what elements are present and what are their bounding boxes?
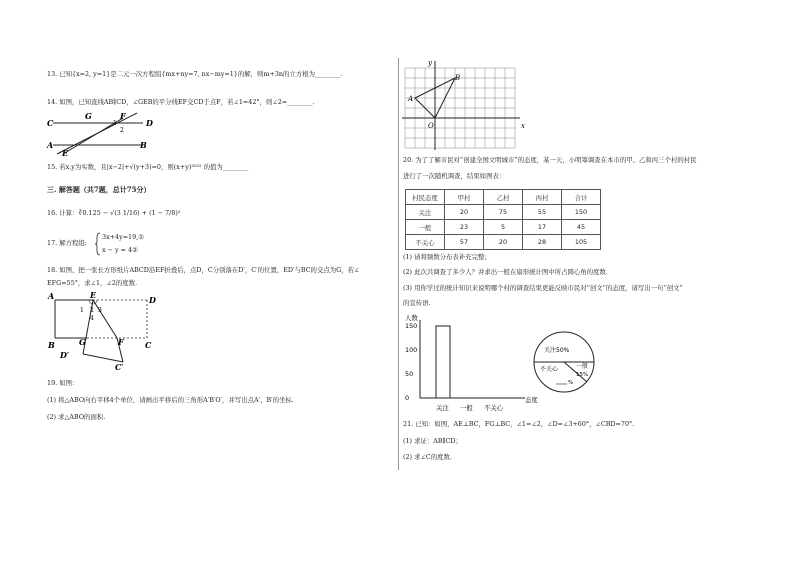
pie-label-15: 15% (576, 372, 589, 378)
bar-chart-ylabel: 人数 (405, 314, 418, 322)
label-C-prime: C′ (115, 362, 124, 372)
point-A-label: A (408, 95, 414, 103)
label-2: 2 (120, 127, 124, 134)
label-C: C (145, 340, 152, 350)
question-20-line2: 进行了一次随机调查，结果如图表： (403, 172, 506, 180)
question-20-line1: 20. 为了了解市民对“创建全国文明城市”的态度，某一天，小明筹调查在本市的甲、乙和丙三个村的村民 (403, 156, 697, 164)
point-B-label: B (455, 74, 461, 82)
table-cell: 75 (484, 205, 523, 220)
table-cell: 17 (523, 220, 562, 235)
survey-table (405, 189, 601, 250)
bar-chart-category: 不关心 (484, 404, 504, 412)
table-cell: 一般 (406, 220, 445, 235)
question-17: 17. 解方程组: (47, 239, 87, 247)
question-14: 14. 如图，已知直线AB∥CD，∠GEB的平分线EF交CD于点F，若∠1=42°，则∠2=________. (47, 98, 315, 106)
label-D: D (149, 295, 156, 305)
table-cell: 150 (562, 205, 601, 220)
question-16: 16. 计算：∛0.125 − √(3 1/16) + (1 − 7/8)² (47, 209, 181, 217)
origin-label: O (428, 122, 434, 130)
label-1: 1 (113, 120, 117, 127)
bar-chart-category: 一般 (460, 404, 473, 412)
table-cell: 55 (523, 205, 562, 220)
bar-chart (400, 308, 550, 416)
question-21: 21. 已知：如图，AE⊥BC，FG⊥BC，∠1=∠2，∠D=∠3+60°，∠CBD=70°. (403, 420, 635, 428)
section-3-heading: 三. 解答题（共7题，总计75分） (47, 185, 151, 194)
bar-chart-ytick: 150 (405, 322, 418, 330)
question-13: 13. 已知{x=2, y=1}是二元一次方程组{mx+ny=7, nx−my=1}的解，则m+3n的立方根为________. (47, 70, 343, 78)
label-G: G (79, 337, 86, 347)
table-cell: 28 (523, 235, 562, 250)
label-G: G (85, 111, 92, 121)
pie-chart (532, 330, 598, 396)
label-B: B (48, 340, 55, 350)
table-cell: 45 (562, 220, 601, 235)
pie-label-not-concern: 不关心 (540, 366, 559, 373)
equation-brace (95, 232, 101, 256)
question-18-line2: EFG=55°，求∠1，∠2的度数. (47, 279, 138, 287)
question-19-part1: (1) 将△ABO向右平移4个单位，请画出平移后的三角形A′B′O′，并写出点A′、B′的坐标. (47, 396, 294, 404)
question-20-part3b: 的宣传语. (403, 299, 431, 307)
bar-mark (436, 326, 450, 398)
angle-2: 2 (90, 307, 94, 314)
table-cell: 关注 (406, 205, 445, 220)
table-cell: 23 (445, 220, 484, 235)
x-axis-label: x (521, 122, 525, 130)
label-A: A (48, 291, 55, 301)
bar-chart-ytick: 100 (405, 346, 418, 354)
equation-1: 3x+4y=19,① (102, 233, 144, 241)
angle-4: 4 (90, 315, 94, 322)
label-E: E (62, 148, 69, 158)
label-D-prime: D′ (60, 350, 70, 360)
table-header-cell: 合计 (562, 190, 601, 205)
table-header-cell: 乙村 (484, 190, 523, 205)
table-header-cell: 丙村 (523, 190, 562, 205)
question-15: 15. 若x,y为实数，且|x−2|+√(y+3)=0，则(x+y)²⁰²² 的值为________ (47, 163, 249, 171)
table-row (406, 220, 601, 235)
pie-label-general: 一般 (576, 363, 589, 370)
table-row (406, 205, 601, 220)
question-20-part2: (2) 此次共调查了多少人？并求出一般在扇形统计图中所占圆心角的度数. (403, 268, 608, 276)
question-20-part1: (1) 请将频数分布表补充完整； (403, 253, 491, 261)
table-cell: 5 (484, 220, 523, 235)
pie-label-concern: 关注50% (544, 347, 570, 354)
question-21-part2: (2) 求∠C的度数. (403, 453, 452, 461)
equation-2: x − y = 4② (102, 246, 138, 254)
label-C: C (47, 118, 54, 128)
parallel-lines-figure (45, 110, 155, 158)
angle-3: 3 (98, 307, 102, 314)
table-cell: 20 (484, 235, 523, 250)
label-D: D (146, 118, 153, 128)
table-header-cell: 甲村 (445, 190, 484, 205)
question-18-line1: 18. 如图，把一张长方形纸片ABCD沿EF折叠后，点D，C分别落在D′，C′的位置，ED′与BC的交点为G，若∠ (47, 266, 360, 274)
y-axis-label: y (428, 59, 432, 67)
table-cell: 105 (562, 235, 601, 250)
label-F: F (120, 111, 126, 121)
table-row (406, 235, 601, 250)
bar-chart-category: 关注 (436, 404, 449, 412)
bar-chart-ytick: 0 (405, 394, 410, 402)
question-19-part2: (2) 求△ABO的面积. (47, 413, 106, 421)
table-header-row (406, 190, 601, 205)
bar-chart-xlabel: 态度 (525, 396, 538, 404)
label-E: E (90, 290, 97, 300)
table-cell: 20 (445, 205, 484, 220)
coordinate-grid-figure (400, 58, 530, 150)
label-F: F (118, 337, 124, 347)
folded-rectangle-figure (45, 290, 157, 372)
label-A: A (47, 140, 54, 150)
question-20-part3: (3) 用你学过的统计知识来说明哪个村的调查结果更能反映市民对“创文”的态度，请写出一句“创文” (403, 284, 683, 292)
table-cell: 57 (445, 235, 484, 250)
label-B: B (140, 140, 147, 150)
bar-chart-ytick: 50 (405, 370, 414, 378)
table-header-cell: 村民态度 (406, 190, 445, 205)
column-divider (398, 58, 399, 470)
question-19: 19. 如图： (47, 379, 79, 387)
table-cell: 不关心 (406, 235, 445, 250)
question-21-part1: (1) 求证：AB∥CD； (403, 437, 462, 445)
angle-1: 1 (80, 307, 84, 314)
pie-label-blank-percent: % (568, 380, 574, 386)
